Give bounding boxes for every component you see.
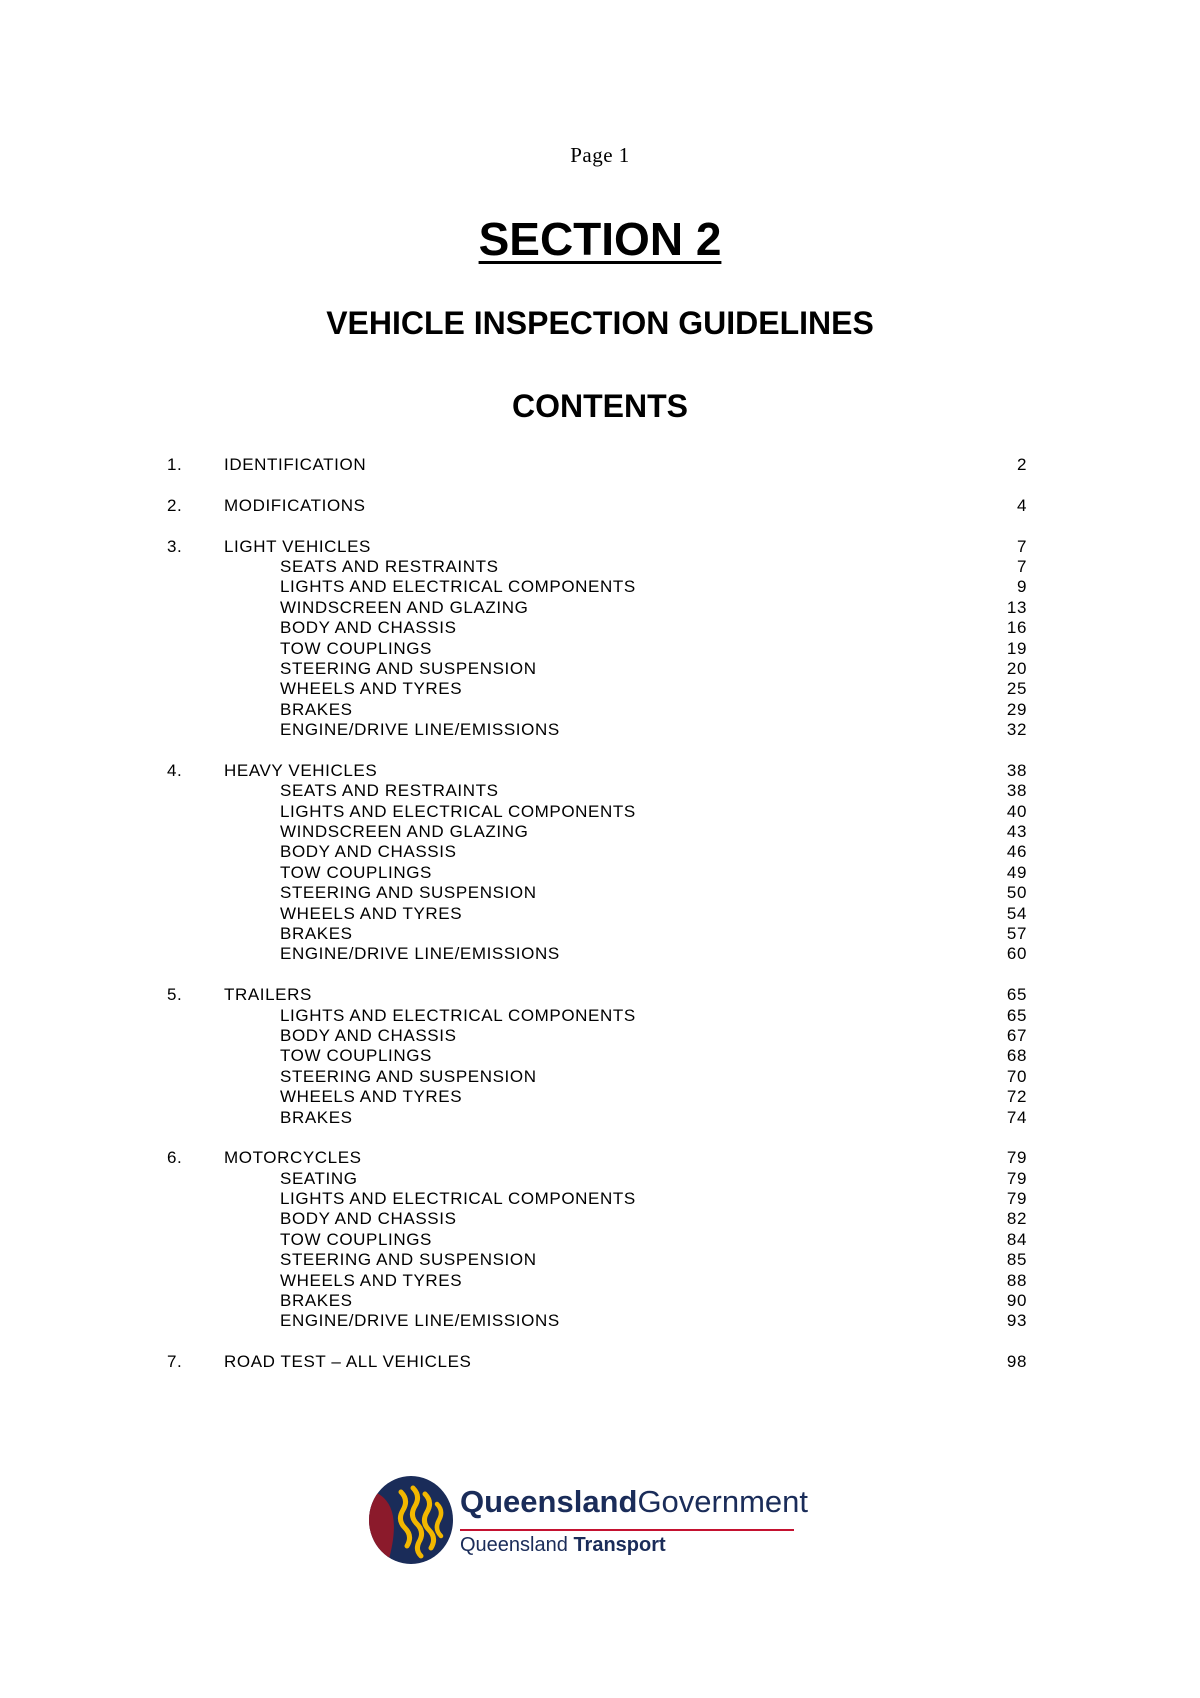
toc-subentry-title: WHEELS AND TYRES <box>280 679 463 699</box>
toc-subentry <box>167 1250 1027 1270</box>
toc-entry <box>167 496 1027 516</box>
toc-entry <box>167 1352 1027 1372</box>
toc-entry-number: 5. <box>167 985 183 1005</box>
toc-subentry-page: 93 <box>1006 1311 1027 1331</box>
toc-subentry-page: 88 <box>1006 1270 1027 1290</box>
queensland-emblem-icon <box>367 1470 457 1570</box>
toc-subentry <box>167 1230 1027 1250</box>
toc-subentry <box>167 1271 1027 1291</box>
toc-entry <box>167 537 1027 557</box>
toc-subentry-title: BODY AND CHASSIS <box>280 1209 457 1229</box>
toc-subentry-title: LIGHTS AND ELECTRICAL COMPONENTS <box>280 577 636 597</box>
toc-subentry-page: 38 <box>1006 781 1027 801</box>
toc-subentry-page: 90 <box>1006 1291 1027 1311</box>
toc-subentry-page: 7 <box>1016 556 1027 576</box>
toc-subentry <box>167 863 1027 883</box>
toc-subentry-page: 19 <box>1006 638 1027 658</box>
toc-subentry <box>167 904 1027 924</box>
toc-subentry <box>167 700 1027 720</box>
toc-subentry-page: 60 <box>1006 944 1027 964</box>
toc-subentry-title: LIGHTS AND ELECTRICAL COMPONENTS <box>280 1189 636 1209</box>
logo-text-sub <box>460 1534 666 1557</box>
toc-subentry <box>167 1026 1027 1046</box>
toc-subentry-page: 74 <box>1006 1107 1027 1127</box>
toc-subentry-page: 20 <box>1006 658 1027 678</box>
table-of-contents <box>167 455 1027 1393</box>
toc-subentry <box>167 924 1027 944</box>
toc-subentry-title: WINDSCREEN AND GLAZING <box>280 597 529 617</box>
toc-entry-title: LIGHT VEHICLES <box>224 536 371 556</box>
toc-subentry-page: 46 <box>1006 842 1027 862</box>
toc-subentry <box>167 781 1027 801</box>
logo-sub-regular: Queensland <box>460 1534 568 1556</box>
toc-entry-page: 65 <box>1006 985 1027 1005</box>
toc-subentry <box>167 883 1027 903</box>
toc-subentry-page: 54 <box>1006 903 1027 923</box>
page-number: Page 1 <box>570 143 630 167</box>
toc-section <box>167 537 1027 741</box>
toc-subentry-title: ENGINE/DRIVE LINE/EMISSIONS <box>280 1311 560 1331</box>
toc-subentry-page: 84 <box>1006 1229 1027 1249</box>
toc-subentry-page: 25 <box>1006 679 1027 699</box>
toc-subentry-page: 16 <box>1006 618 1027 638</box>
toc-subentry-title: ENGINE/DRIVE LINE/EMISSIONS <box>280 720 560 740</box>
toc-subentry-page: 43 <box>1006 822 1027 842</box>
toc-subentry-title: LIGHTS AND ELECTRICAL COMPONENTS <box>280 1005 636 1025</box>
toc-entry-title: IDENTIFICATION <box>224 455 367 474</box>
toc-subentry <box>167 1087 1027 1107</box>
toc-subentry-page: 79 <box>1006 1189 1027 1209</box>
toc-subentry <box>167 1067 1027 1087</box>
toc-entry-title: MODIFICATIONS <box>224 495 366 515</box>
toc-subentry <box>167 822 1027 842</box>
toc-subentry-page: 85 <box>1006 1250 1027 1270</box>
toc-subentry <box>167 842 1027 862</box>
toc-entry-number: 7. <box>167 1352 183 1372</box>
toc-section <box>167 1352 1027 1372</box>
toc-subentry-title: BODY AND CHASSIS <box>280 1025 457 1045</box>
logo-name-bold: Queensland <box>460 1484 638 1519</box>
toc-subentry-page: 82 <box>1006 1209 1027 1229</box>
toc-entry-page: 79 <box>1006 1148 1027 1168</box>
toc-section <box>167 1148 1027 1332</box>
toc-entry-number: 2. <box>167 495 183 515</box>
toc-subentry-page: 49 <box>1006 862 1027 882</box>
toc-subentry-title: BODY AND CHASSIS <box>280 618 457 638</box>
toc-subentry <box>167 618 1027 638</box>
toc-subentry-title: BRAKES <box>280 923 353 943</box>
toc-subentry <box>167 1209 1027 1229</box>
toc-entry-page: 38 <box>1006 760 1027 780</box>
queensland-government-logo <box>367 1470 809 1570</box>
toc-entry-number: 4. <box>167 760 183 780</box>
toc-subentry-title: WHEELS AND TYRES <box>280 1270 463 1290</box>
toc-subentry-title: ENGINE/DRIVE LINE/EMISSIONS <box>280 944 560 964</box>
toc-subentry-title: TOW COUPLINGS <box>280 1229 433 1249</box>
toc-entry-title: TRAILERS <box>224 985 312 1005</box>
logo-divider <box>460 1529 794 1531</box>
section-title-text: SECTION 2 <box>478 213 722 265</box>
toc-subentry-page: 79 <box>1006 1168 1027 1188</box>
toc-subentry-page: 32 <box>1006 720 1027 740</box>
toc-section <box>167 761 1027 965</box>
toc-subentry-title: STEERING AND SUSPENSION <box>280 1066 537 1086</box>
toc-entry-title: ROAD TEST – ALL VEHICLES <box>224 1352 472 1372</box>
toc-entry-page: 98 <box>1006 1352 1027 1372</box>
toc-subentry-title: TOW COUPLINGS <box>280 1046 433 1066</box>
toc-entry-page: 2 <box>1016 455 1027 474</box>
toc-subentry-title: WHEELS AND TYRES <box>280 903 463 923</box>
toc-entry-number: 1. <box>167 455 183 474</box>
toc-subentry-page: 57 <box>1006 923 1027 943</box>
logo-text-main <box>460 1484 808 1520</box>
logo-sub-bold: Transport <box>573 1534 666 1556</box>
toc-subentry <box>167 1108 1027 1128</box>
toc-subentry-page: 65 <box>1006 1005 1027 1025</box>
toc-subentry-title: TOW COUPLINGS <box>280 638 433 658</box>
toc-subentry-page: 68 <box>1006 1046 1027 1066</box>
toc-subentry-title: BODY AND CHASSIS <box>280 842 457 862</box>
toc-subentry-title: LIGHTS AND ELECTRICAL COMPONENTS <box>280 801 636 821</box>
toc-subentry-title: TOW COUPLINGS <box>280 862 433 882</box>
toc-subentry-page: 29 <box>1006 699 1027 719</box>
toc-subentry-page: 13 <box>1006 597 1027 617</box>
toc-subentry-title: BRAKES <box>280 1107 353 1127</box>
toc-subentry <box>167 1046 1027 1066</box>
toc-entry-title: HEAVY VEHICLES <box>224 760 378 780</box>
section-title <box>0 212 1200 266</box>
contents-heading: CONTENTS <box>512 388 688 424</box>
toc-subentry <box>167 1006 1027 1026</box>
toc-entry-page: 7 <box>1016 536 1027 556</box>
toc-entry-number: 6. <box>167 1148 183 1168</box>
toc-section <box>167 496 1027 516</box>
toc-subentry-title: BRAKES <box>280 699 353 719</box>
toc-entry-page: 4 <box>1016 495 1027 515</box>
toc-section <box>167 455 1027 475</box>
toc-subentry <box>167 1291 1027 1311</box>
toc-subentry-title: STEERING AND SUSPENSION <box>280 1250 537 1270</box>
toc-subentry <box>167 679 1027 699</box>
toc-subentry-title: WHEELS AND TYRES <box>280 1087 463 1107</box>
toc-subentry-title: STEERING AND SUSPENSION <box>280 883 537 903</box>
toc-subentry-title: STEERING AND SUSPENSION <box>280 658 537 678</box>
toc-subentry-page: 9 <box>1016 577 1027 597</box>
toc-subentry <box>167 1169 1027 1189</box>
toc-subentry-page: 40 <box>1006 801 1027 821</box>
toc-subentry-title: SEATS AND RESTRAINTS <box>280 781 499 801</box>
toc-subentry <box>167 577 1027 597</box>
toc-subentry-title: SEATS AND RESTRAINTS <box>280 556 499 576</box>
toc-subentry-page: 67 <box>1006 1025 1027 1045</box>
toc-subentry <box>167 944 1027 964</box>
toc-subentry-title: WINDSCREEN AND GLAZING <box>280 822 529 842</box>
toc-subentry-page: 72 <box>1006 1087 1027 1107</box>
toc-subentry <box>167 639 1027 659</box>
toc-entry <box>167 985 1027 1005</box>
toc-subentry <box>167 598 1027 618</box>
toc-entry-title: MOTORCYCLES <box>224 1148 362 1168</box>
toc-subentry-title: BRAKES <box>280 1291 353 1311</box>
toc-entry <box>167 761 1027 781</box>
toc-entry <box>167 455 1027 475</box>
document-subtitle: VEHICLE INSPECTION GUIDELINES <box>326 305 874 341</box>
toc-subentry <box>167 1311 1027 1331</box>
toc-subentry <box>167 802 1027 822</box>
logo-name-regular: Government <box>637 1484 809 1519</box>
toc-subentry <box>167 720 1027 740</box>
toc-subentry-page: 50 <box>1006 883 1027 903</box>
toc-entry <box>167 1148 1027 1168</box>
toc-subentry <box>167 557 1027 577</box>
toc-entry-number: 3. <box>167 536 183 556</box>
toc-section <box>167 985 1027 1128</box>
toc-subentry-title: SEATING <box>280 1168 358 1188</box>
toc-subentry <box>167 1189 1027 1209</box>
toc-subentry-page: 70 <box>1006 1066 1027 1086</box>
toc-subentry <box>167 659 1027 679</box>
